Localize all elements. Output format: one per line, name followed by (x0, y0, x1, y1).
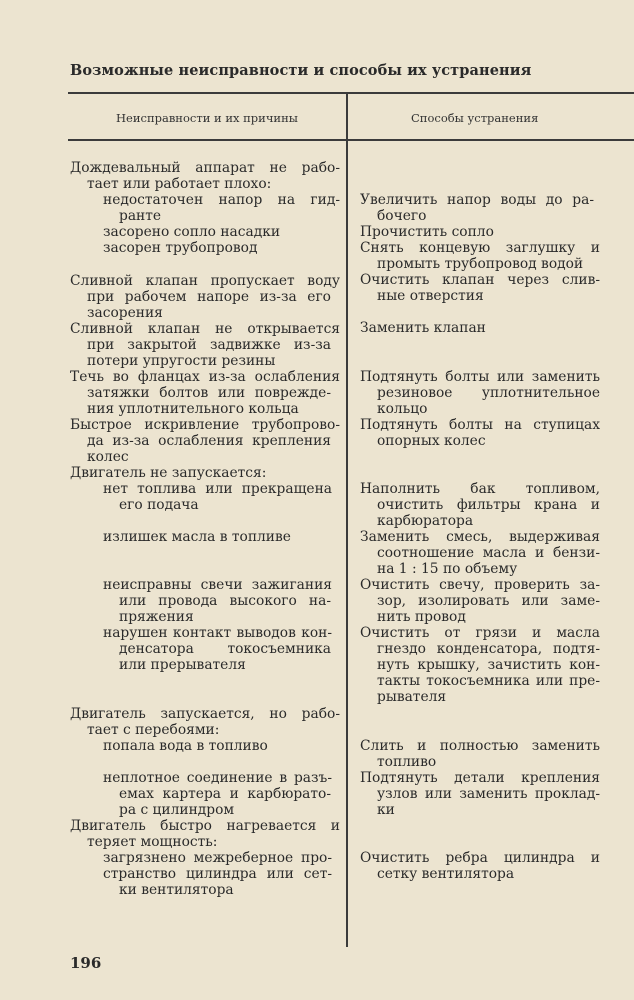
fault-text-line: потери упругости резины (87, 353, 276, 369)
fault-text-line: Течь во фланцах из-за ослабления (70, 369, 340, 385)
fault-text-line: его подача (119, 497, 199, 513)
remedy-text-line: ки (377, 802, 395, 818)
remedy-text-line: очистить фильтры крана и (377, 497, 600, 513)
fault-text-line: теряет мощность: (87, 834, 218, 850)
fault-text-line: недостаточен напор на гид- (103, 192, 340, 208)
left-column-header: Неисправности и их причины (116, 111, 298, 125)
fault-text-line: ра с цилиндром (119, 802, 235, 818)
remedy-text-line: соотношение масла и бензи- (377, 545, 600, 561)
table-top-rule (68, 92, 634, 94)
fault-text-line: нарушен контакт выводов кон- (103, 625, 332, 641)
fault-text-line: ния уплотнительного кольца (87, 401, 299, 417)
fault-text-line: тает или работает плохо: (87, 176, 272, 192)
remedy-text-line: Подтянуть детали крепления (360, 770, 600, 786)
fault-text-line: или провода высокого на- (119, 593, 331, 609)
fault-text-line: Двигатель быстро нагревается и (70, 818, 340, 834)
remedy-text-line: Слить и полностью заменить (360, 738, 600, 754)
fault-text-line: попала вода в топливо (103, 738, 268, 754)
fault-text-line: Сливной клапан не открывается (70, 321, 340, 337)
fault-text-line: Двигатель не запускается: (70, 465, 267, 481)
remedy-text-line: бочего (377, 208, 427, 224)
remedy-text-line: Подтянуть болты или заменить (360, 369, 600, 385)
remedy-text-line: Увеличить напор воды до ра- (360, 192, 594, 208)
remedy-text-line: Заменить смесь, выдерживая (360, 529, 600, 545)
fault-text-line: засорено сопло насадки (103, 224, 281, 240)
fault-text-line: ки вентилятора (119, 882, 234, 898)
right-column-header: Способы устранения (411, 111, 539, 125)
header-bottom-rule (68, 139, 634, 141)
remedy-text-line: промыть трубопровод водой (377, 256, 584, 272)
fault-text-line: Быстрое искривление трубопрово- (70, 417, 340, 433)
remedy-text-line: сетку вентилятора (377, 866, 515, 882)
remedy-text-line: на 1 : 15 по объему (377, 561, 518, 577)
page-number: 196 (70, 954, 102, 972)
remedy-text-line: ные отверстия (377, 288, 484, 304)
fault-text-line: затяжки болтов или поврежде- (87, 385, 331, 401)
fault-text-line: неплотное соединение в разъ- (103, 770, 332, 786)
remedy-text-line: такты токосъемника или пре- (377, 673, 600, 689)
fault-text-line: при рабочем напоре из-за его (87, 289, 331, 305)
fault-text-line: емах картера и карбюрато- (119, 786, 331, 802)
remedy-text-line: нить провод (377, 609, 466, 625)
remedy-text-line: Подтянуть болты на ступицах (360, 417, 600, 433)
remedy-text-line: карбюратора (377, 513, 474, 529)
fault-text-line: при закрытой задвижке из-за (87, 337, 331, 353)
fault-text-line: Дождевальный аппарат не рабо- (70, 160, 340, 176)
remedy-text-line: опорных колес (377, 433, 486, 449)
fault-text-line: пряжения (119, 609, 194, 625)
fault-text-line: загрязнено межреберное про- (103, 850, 332, 866)
fault-text-line: тает с перебоями: (87, 722, 220, 738)
fault-text-line: Двигатель запускается, но рабо- (70, 706, 340, 722)
remedy-text-line: Очистить свечу, проверить за- (360, 577, 600, 593)
remedy-text-line: кольцо (377, 401, 428, 417)
remedy-text-line: Очистить от грязи и масла (360, 625, 600, 641)
remedy-text-line: Снять концевую заглушку и (360, 240, 600, 256)
remedy-text-line: Наполнить бак топливом, (360, 481, 600, 497)
fault-text-line: странство цилиндра или сет- (103, 866, 332, 882)
fault-text-line: неисправны свечи зажигания (103, 577, 332, 593)
fault-text-line: засорен трубопровод (103, 240, 258, 256)
remedy-text-line: рывателя (377, 689, 447, 705)
remedy-text-line: резиновое уплотнительное (377, 385, 600, 401)
remedy-text-line: зор, изолировать или заме- (377, 593, 600, 609)
column-divider (346, 92, 348, 947)
fault-text-line: излишек масла в топливе (103, 529, 291, 545)
fault-text-line: или прерывателя (119, 657, 246, 673)
fault-text-line: денсатора токосъемника (119, 641, 331, 657)
fault-text-line: нет топлива или прекращена (103, 481, 332, 497)
remedy-text-line: узлов или заменить проклад- (377, 786, 600, 802)
remedy-text-line: топливо (377, 754, 437, 770)
fault-text-line: колес (87, 449, 129, 465)
remedy-text-line: Очистить клапан через слив- (360, 272, 600, 288)
page-title: Возможные неисправности и способы их устранения (70, 62, 532, 79)
fault-text-line: засорения (87, 305, 163, 321)
fault-text-line: Сливной клапан пропускает воду (70, 273, 340, 289)
remedy-text-line: гнездо конденсатора, подтя- (377, 641, 600, 657)
fault-text-line: да из-за ослабления крепления (87, 433, 331, 449)
remedy-text-line: Очистить ребра цилиндра и (360, 850, 600, 866)
remedy-text-line: нуть крышку, зачистить кон- (377, 657, 600, 673)
remedy-text-line: Заменить клапан (360, 320, 486, 336)
fault-text-line: ранте (119, 208, 162, 224)
remedy-text-line: Прочистить сопло (360, 224, 494, 240)
